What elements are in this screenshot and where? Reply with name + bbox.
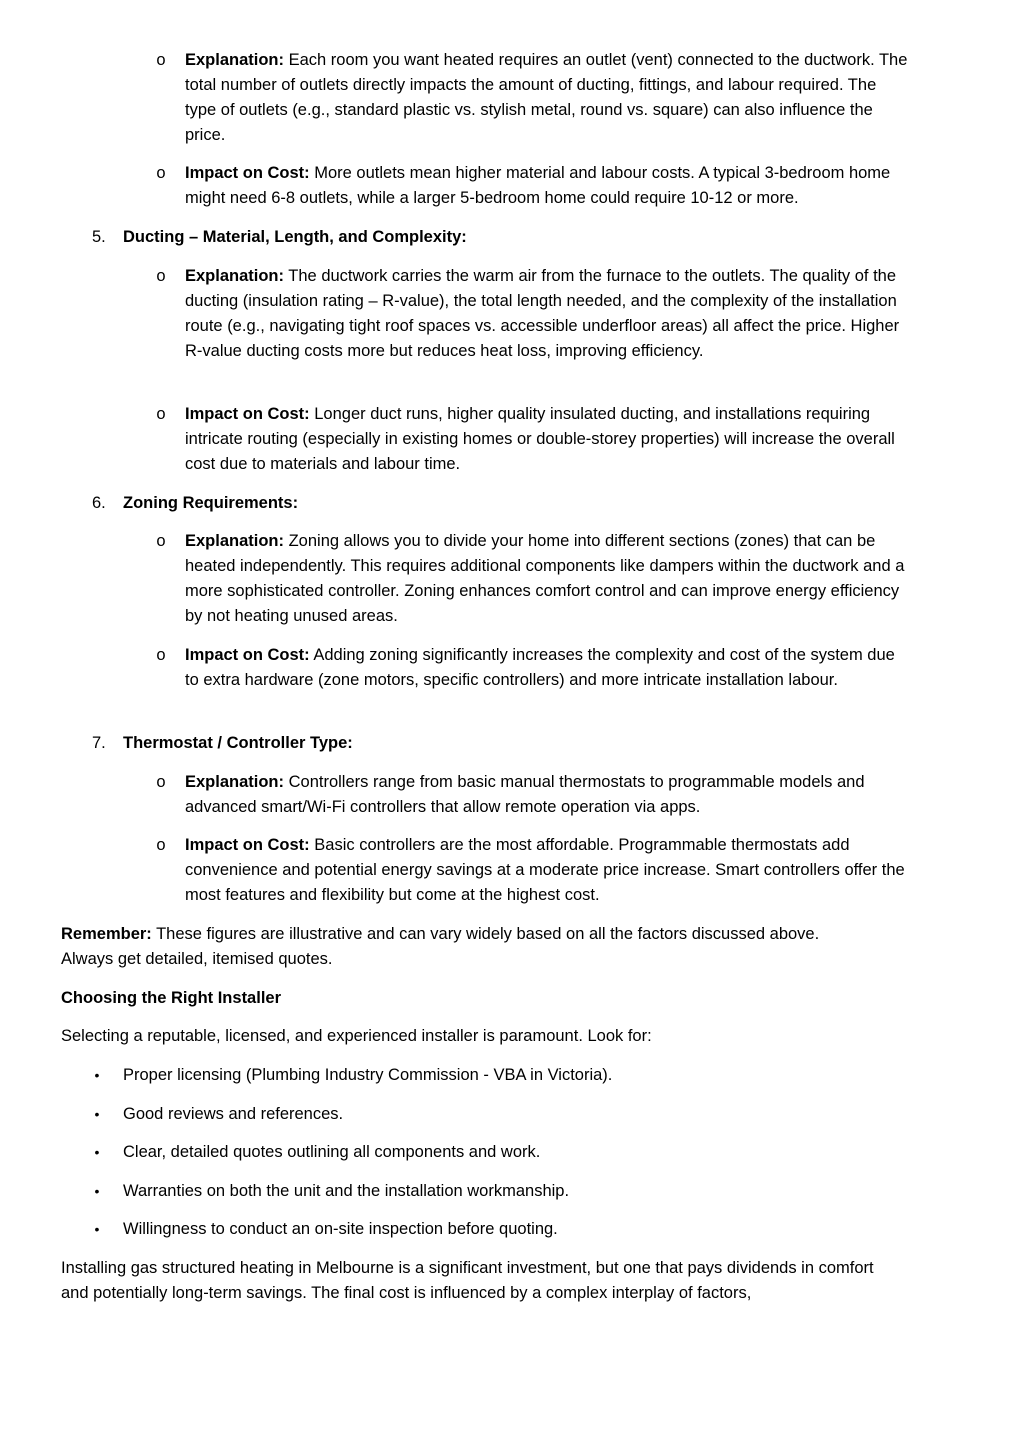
remember-text: These figures are illustrative and can vary widely based on all the factors discussed above. Always get detailed, itemised quotes. (61, 925, 820, 968)
item5-title: Ducting – Material, Length, and Complexity: (123, 228, 467, 246)
item4-explanation (185, 48, 910, 148)
bullet-marker: • (94, 1144, 100, 1160)
item6-explanation (185, 529, 910, 629)
item7-impact-text: Basic controllers are the most affordable. Programmable thermostats add convenience and potential energy savings at a moderate price increase. Smart controllers offer the most features and flexibility but come at the highest cost. (185, 836, 905, 904)
item6-impact (185, 643, 910, 693)
item5-explanation-label: Explanation: (185, 267, 285, 285)
item6-impact-label: Impact on Cost: (185, 646, 310, 664)
installer-bullet: Clear, detailed quotes outlining all components and work. (123, 1143, 541, 1161)
item6-number: 6. (92, 494, 106, 512)
item5-explanation (185, 264, 910, 364)
bullet-marker: • (94, 1067, 100, 1083)
installer-bullet: Proper licensing (Plumbing Industry Commission - VBA in Victoria). (123, 1066, 613, 1084)
item7-explanation (185, 770, 910, 820)
item7-explanation-label: Explanation: (185, 773, 285, 791)
bullet-marker: • (94, 1106, 100, 1122)
item4-impact-text: More outlets mean higher material and labour costs. A typical 3-bedroom home might need 6-8 outlets, while a larger 5-bedroom home could require 10-12 or more. (185, 164, 891, 207)
sub-bullet-marker: o (156, 405, 166, 423)
installer-bullet: Warranties on both the unit and the installation workmanship. (123, 1182, 570, 1200)
sub-bullet-marker: o (156, 836, 166, 854)
item4-impact (185, 161, 910, 211)
installer-intro: Selecting a reputable, licensed, and experienced installer is paramount. Look for: (61, 1027, 652, 1045)
item7-impact-label: Impact on Cost: (185, 836, 310, 854)
item7-impact (185, 833, 910, 908)
item4-impact-label: Impact on Cost: (185, 164, 310, 182)
item7-title: Thermostat / Controller Type: (123, 734, 353, 752)
sub-bullet-marker: o (156, 267, 166, 285)
installer-heading: Choosing the Right Installer (61, 989, 282, 1007)
closing-paragraph: Installing gas structured heating in Melbourne is a significant investment, but one that pays dividends in comfort and potentially long-term savings. The final cost is influenced by a complex interplay of factors, (61, 1259, 874, 1302)
sub-bullet-marker: o (156, 773, 166, 791)
installer-bullet: Willingness to conduct an on-site inspection before quoting. (123, 1220, 558, 1238)
remember-label: Remember: (61, 925, 152, 943)
item6-explanation-label: Explanation: (185, 532, 285, 550)
sub-bullet-marker: o (156, 164, 166, 182)
item6-impact-text: Adding zoning significantly increases the complexity and cost of the system due to extra hardware (zone motors, specific controllers) and more intricate installation labour. (185, 646, 895, 689)
sub-bullet-marker: o (156, 51, 166, 69)
item5-impact (185, 402, 910, 477)
remember-paragraph (61, 922, 861, 972)
item7-number: 7. (92, 734, 106, 752)
sub-bullet-marker: o (156, 646, 166, 664)
item5-number: 5. (92, 228, 106, 246)
item5-impact-label: Impact on Cost: (185, 405, 310, 423)
item6-explanation-text: Zoning allows you to divide your home into different sections (zones) that can be heated independently. This requires additional components like dampers within the ductwork and a more sophisticated controller. Zoning enhances comfort control and can improve energy efficiency by not heating unused areas. (185, 532, 905, 625)
item5-explanation-text: The ductwork carries the warm air from the furnace to the outlets. The quality of the ducting (insulation rating – R-value), the total length needed, and the complexity of the installation route (e.g., navigating tight roof spaces vs. accessible underfloor areas) all affect the price. Higher R-value ducting costs more but reduces heat loss, improving efficiency. (185, 267, 900, 360)
item5-impact-text: Longer duct runs, higher quality insulated ducting, and installations requiring intricate routing (especially in existing homes or double-storey properties) will increase the overall cost due to materials and labour time. (185, 405, 895, 473)
item4-explanation-text: Each room you want heated requires an outlet (vent) connected to the ductwork. The total number of outlets directly impacts the amount of ducting, fittings, and labour required. The type of outlets (e.g., standard plastic vs. stylish metal, round vs. square) can also influence the price. (185, 51, 908, 144)
bullet-marker: • (94, 1221, 100, 1237)
item6-title: Zoning Requirements: (123, 494, 299, 512)
sub-bullet-marker: o (156, 532, 166, 550)
bullet-marker: • (94, 1183, 100, 1199)
item7-explanation-text: Controllers range from basic manual thermostats to programmable models and advanced smart/Wi-Fi controllers that allow remote operation via apps. (185, 773, 865, 816)
installer-bullet: Good reviews and references. (123, 1105, 344, 1123)
item4-explanation-label: Explanation: (185, 51, 285, 69)
